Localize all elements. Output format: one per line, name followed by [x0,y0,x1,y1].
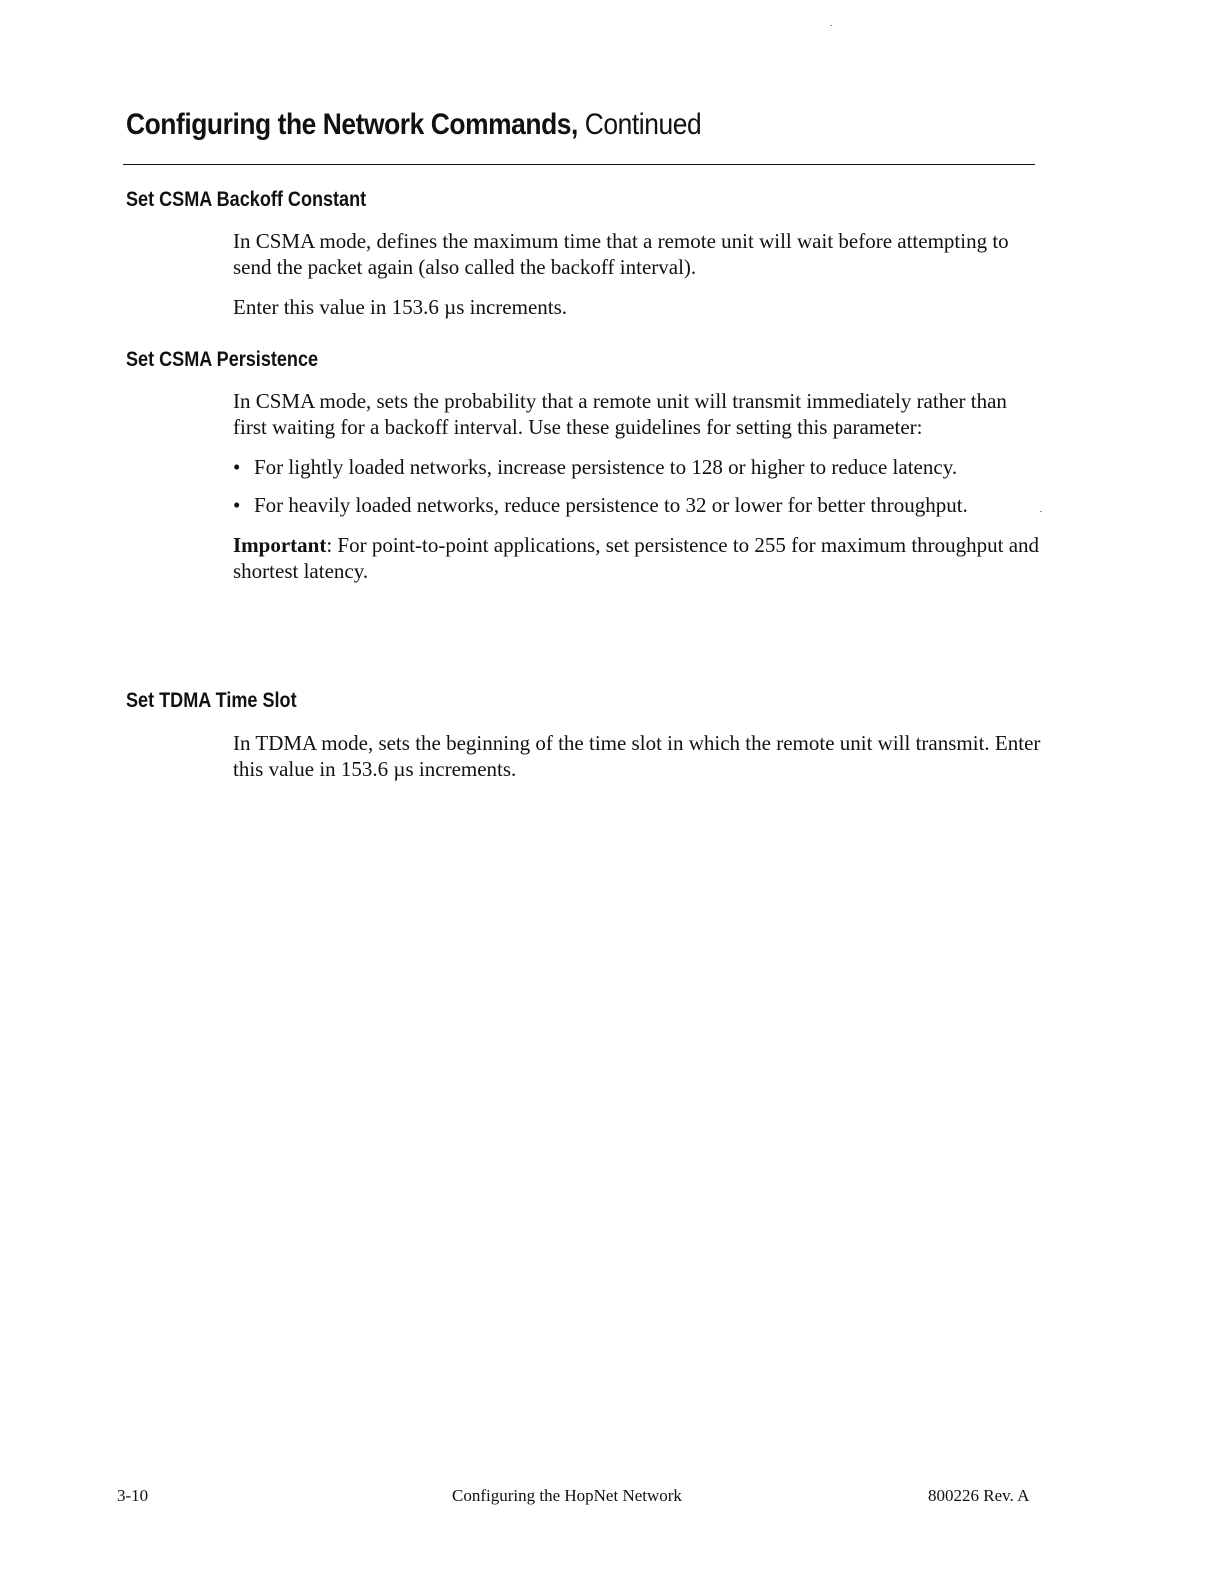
section-heading-tdma: Set TDMA Time Slot [126,689,297,712]
footer-chapter-title: Configuring the HopNet Network [452,1486,682,1505]
section-heading-backoff: Set CSMA Backoff Constant [126,188,367,211]
list-item [233,454,1043,480]
title-divider [123,164,1035,165]
footer-page-number: 3-10 [117,1486,149,1505]
page-title [126,108,701,142]
paragraph: In CSMA mode, defines the maximum time that a remote unit will wait before attempting to send the packet again (also called the backoff interval). [233,229,1009,279]
scan-speck [830,25,832,26]
important-note [233,532,1043,584]
paragraph: In CSMA mode, sets the probability that a remote unit will transmit immediately rather than first waiting for a backoff interval. Use these guidelines for setting this parameter: [233,389,1007,439]
list-item-text: For heavily loaded networks, reduce persistence to 32 or lower for better throughput. [254,493,968,517]
important-text: : For point-to-point applications, set persistence to 255 for maximum throughput and shortest latency. [233,533,1040,583]
paragraph: Enter this value in 153.6 µs increments. [233,295,568,319]
section-body-persistence [233,388,1043,598]
section-body-tdma [233,730,1043,796]
bullet-list [233,454,1043,518]
list-item [233,492,1043,518]
section-heading-persistence: Set CSMA Persistence [126,348,319,371]
bullet-icon: • [233,455,241,479]
footer-document-id: 800226 Rev. A [928,1486,1030,1505]
page-title-main: Configuring the Network Commands, [126,108,578,141]
bullet-icon: • [233,493,241,517]
paragraph: In TDMA mode, sets the beginning of the time slot in which the remote unit will transmit. Enter this value in 153.6 µs increments. [233,731,1041,781]
scan-speck [1040,511,1042,512]
section-body-backoff [233,228,1043,334]
important-label: Important [233,533,327,557]
page-title-continued: Continued [584,108,702,141]
list-item-text: For lightly loaded networks, increase persistence to 128 or higher to reduce latency. [254,455,958,479]
